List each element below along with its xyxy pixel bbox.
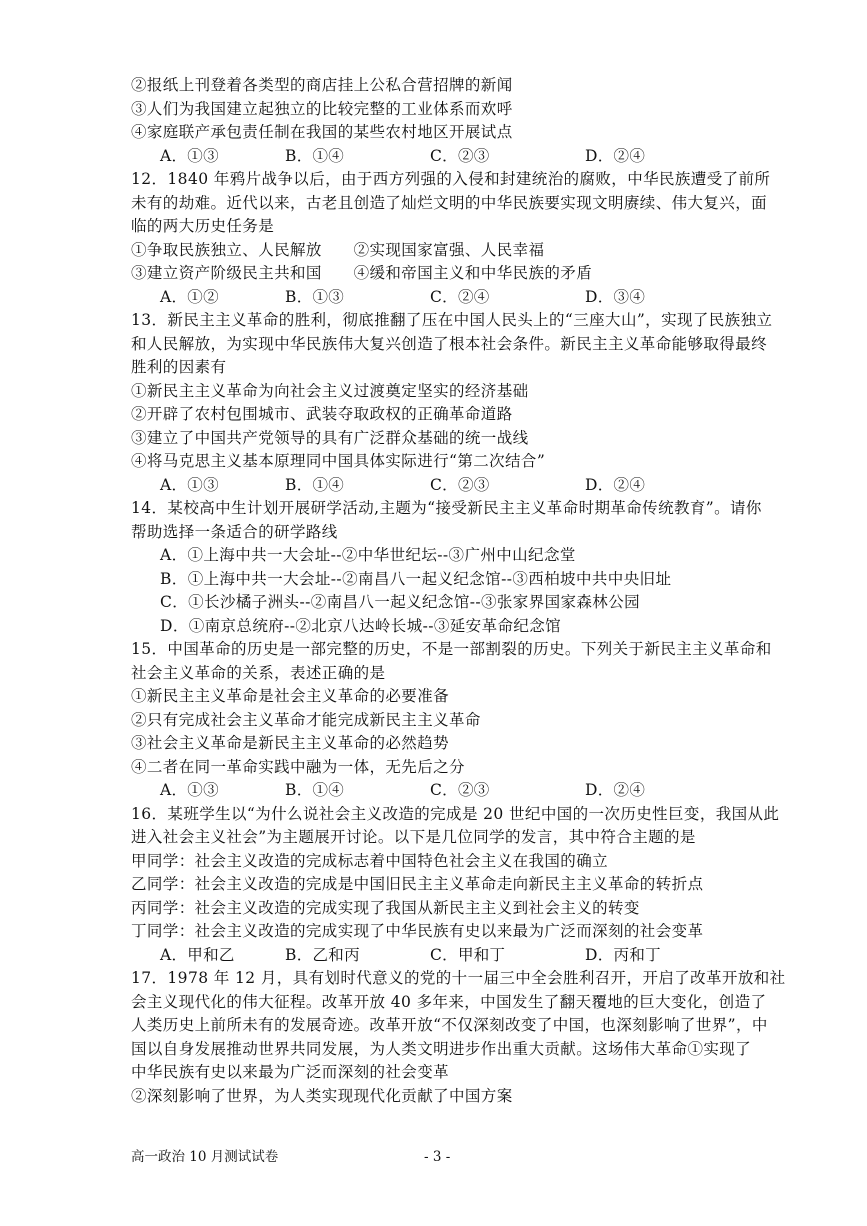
text-line: ④将马克思主义基本原理同中国具体实际进行“第二次结合” xyxy=(131,452,546,470)
text-line: ②开辟了农村包围城市、武装夺取政权的正确革命道路 xyxy=(131,405,513,423)
answer-options xyxy=(160,287,760,307)
text-line: ②只有完成社会主义革命才能完成新民主主义革命 xyxy=(131,711,481,729)
text-line: 国以自身发展推动世界共同发展，为人类文明进步作出重大贡献。这场伟大革命①实现了 xyxy=(131,1040,752,1058)
text-line: ②报纸上刊登着各类型的商店挂上公私合营招牌的新闻 xyxy=(131,76,513,94)
text-line: 甲同学：社会主义改造的完成标志着中国特色社会主义在我国的确立 xyxy=(131,852,609,870)
text-line: ①新民主主义革命为向社会主义过渡奠定坚实的经济基础 xyxy=(131,382,529,400)
text-line: 12．1840 年鸦片战争以后，由于西方列强的入侵和封建统治的腐败，中华民族遭受了前所 xyxy=(131,170,771,188)
text-line: 中华民族有史以来最为广泛而深刻的社会变革 xyxy=(131,1063,450,1081)
answer-option: C．②③ xyxy=(430,781,490,799)
text-line: 17．1978 年 12 月，具有划时代意义的党的十一届三中全会胜利召开，开启了改革开放和社 xyxy=(131,969,786,987)
text-line: A．①上海中共一大会址--②中华世纪坛--③广州中山纪念堂 xyxy=(160,546,576,564)
answer-option: A．①③ xyxy=(160,781,219,799)
footer-exam-title: 高一政治 10 月测试试卷 xyxy=(131,1149,279,1165)
text-line: 帮助选择一条适合的研学路线 xyxy=(131,523,338,541)
answer-option: B．①④ xyxy=(285,147,345,165)
text-line: 14．某校高中生计划开展研学活动,主题为“接受新民主主义革命时期革命传统教育”。请你 xyxy=(131,499,762,517)
text-line: 进入社会主义社会”为主题展开讨论。以下是几位同学的发言，其中符合主题的是 xyxy=(131,828,696,846)
answer-option: D．②④ xyxy=(585,781,646,799)
text-line: 临的两大历史任务是 xyxy=(131,217,275,235)
text-line: ③人们为我国建立起独立的比较完整的工业体系而欢呼 xyxy=(131,100,513,118)
answer-option: B．乙和丙 xyxy=(285,946,360,964)
answer-option: C．②③ xyxy=(430,147,490,165)
text-line: B．①上海中共一大会址--②南昌八一起义纪念馆--③西柏坡中共中央旧址 xyxy=(160,570,672,588)
text-line: 16．某班学生以“为什么说社会主义改造的完成是 20 世纪中国的一次历史性巨变，我国从此 xyxy=(131,805,780,823)
answer-option: A．①② xyxy=(160,288,219,306)
footer-page-number: - 3 - xyxy=(424,1149,451,1165)
text-line: ①争取民族独立、人民解放 ②实现国家富强、人民幸福 xyxy=(131,241,545,259)
text-line: ③建立资产阶级民主共和国 ④缓和帝国主义和中华民族的矛盾 xyxy=(131,264,593,282)
text-line: ④家庭联产承包责任制在我国的某些农村地区开展试点 xyxy=(131,123,513,141)
answer-options xyxy=(160,146,760,166)
answer-options xyxy=(160,945,760,965)
answer-option: D．②④ xyxy=(585,476,646,494)
text-line: ④二者在同一革命实践中融为一体，无先后之分 xyxy=(131,758,465,776)
text-line: 未有的劫难。近代以来，古老且创造了灿烂文明的中华民族要实现文明赓续、伟大复兴，面 xyxy=(131,194,768,212)
answer-option: B．①④ xyxy=(285,781,345,799)
text-line: ③建立了中国共产党领导的具有广泛群众基础的统一战线 xyxy=(131,429,529,447)
answer-option: D．②④ xyxy=(585,147,646,165)
text-line: 会主义现代化的伟大征程。改革开放 40 多年来，中国发生了翻天覆地的巨大变化，创造了 xyxy=(131,993,767,1011)
answer-option: B．①④ xyxy=(285,476,345,494)
answer-option: A．①③ xyxy=(160,147,219,165)
answer-option: C．甲和丁 xyxy=(430,946,506,964)
answer-options xyxy=(160,780,760,800)
answer-options xyxy=(160,475,760,495)
text-line: ②深刻影响了世界，为人类实现现代化贡献了中国方案 xyxy=(131,1087,513,1105)
text-line: ③社会主义革命是新民主主义革命的必然趋势 xyxy=(131,734,450,752)
text-line: 胜利的因素有 xyxy=(131,358,227,376)
answer-option: D．丙和丁 xyxy=(585,946,661,964)
answer-option: B．①③ xyxy=(285,288,345,306)
text-line: 乙同学：社会主义改造的完成是中国旧民主主义革命走向新民主主义革命的转折点 xyxy=(131,875,704,893)
text-line: 丁同学：社会主义改造的完成实现了中华民族有史以来最为广泛而深刻的社会变革 xyxy=(131,922,704,940)
answer-option: A．①③ xyxy=(160,476,219,494)
text-line: 人类历史上前所未有的发展奇迹。改革开放“不仅深刻改变了中国，也深刻影响了世界”，中 xyxy=(131,1016,768,1034)
text-line: 丙同学：社会主义改造的完成实现了我国从新民主主义到社会主义的转变 xyxy=(131,899,640,917)
answer-option: D．③④ xyxy=(585,288,646,306)
text-line: C．①长沙橘子洲头--②南昌八一起义纪念馆--③张家界国家森林公园 xyxy=(160,593,641,611)
text-line: 15．中国革命的历史是一部完整的历史，不是一部割裂的历史。下列关于新民主主义革命和 xyxy=(131,640,772,658)
text-line: 和人民解放，为实现中华民族伟大复兴创造了根本社会条件。新民主主义革命能够取得最终 xyxy=(131,335,768,353)
answer-option: C．②③ xyxy=(430,476,490,494)
text-line: D．①南京总统府--②北京八达岭长城--③延安革命纪念馆 xyxy=(160,617,562,635)
text-line: ①新民主主义革命是社会主义革命的必要准备 xyxy=(131,687,450,705)
text-line: 13．新民主主义革命的胜利，彻底推翻了压在中国人民头上的“三座大山”，实现了民族独立 xyxy=(131,311,773,329)
answer-option: C．②④ xyxy=(430,288,490,306)
answer-option: A．甲和乙 xyxy=(160,946,235,964)
text-line: 社会主义革命的关系，表述正确的是 xyxy=(131,664,386,682)
